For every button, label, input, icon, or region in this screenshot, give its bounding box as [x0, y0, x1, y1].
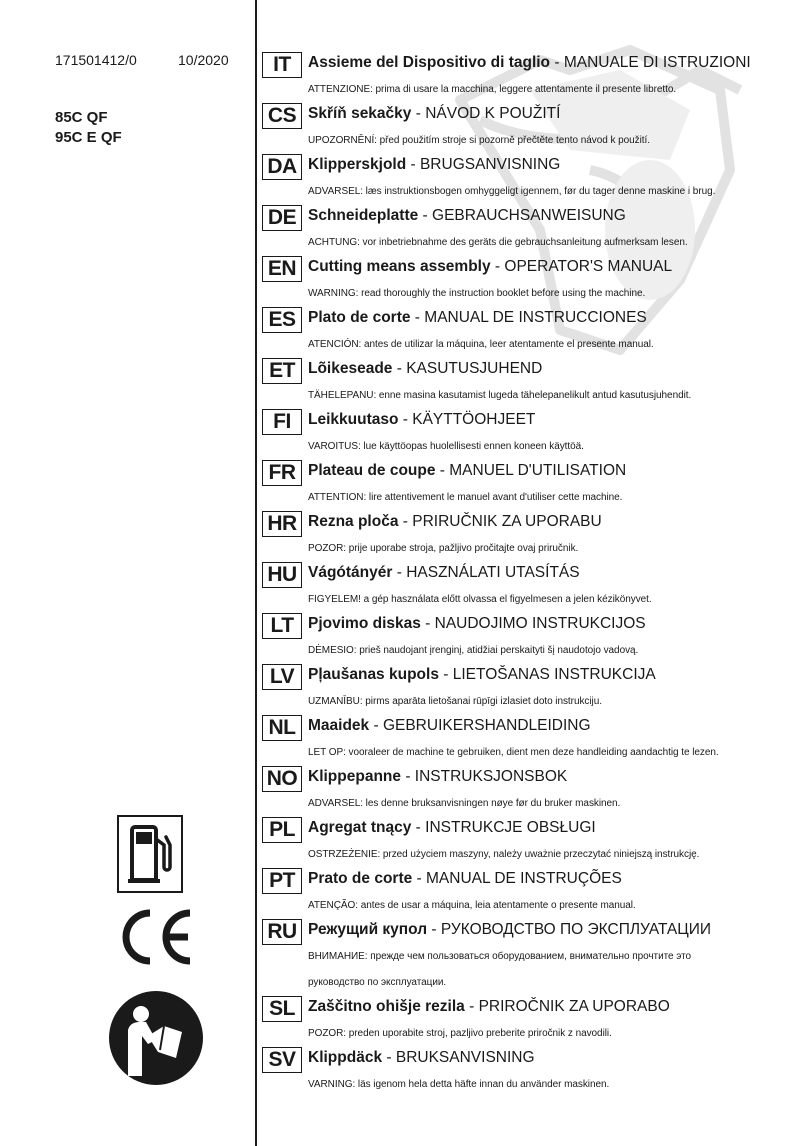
entry-title: Maaidek - GEBRUIKERSHANDLEIDING [308, 717, 591, 734]
product-name: Rezna ploča [308, 513, 399, 530]
language-entry [262, 511, 792, 562]
language-code: DE [262, 205, 302, 231]
warning-text: ADVARSEL: læs instruktionsbogen omhyggeligt igennem, før du tager denne maskine i brug. [308, 186, 716, 197]
entry-title: Cutting means assembly - OPERATOR'S MANUAL [308, 258, 673, 275]
language-entry [262, 919, 792, 996]
manual-type: PRIROČNIK ZA UPORABO [478, 998, 670, 1015]
manual-type: INSTRUKSJONSBOK [414, 768, 568, 785]
language-code: NL [262, 715, 302, 741]
product-name: Schneideplatte [308, 207, 419, 224]
language-code: ET [262, 358, 302, 384]
language-entry [262, 409, 792, 460]
manual-type: GEBRAUCHSANWEISUNG [432, 207, 626, 224]
manual-type: BRUKSANVISNING [395, 1049, 535, 1066]
language-entry [262, 205, 792, 256]
language-entry [262, 613, 792, 664]
entry-title: Assieme del Dispositivo di taglio - MANUALE DI ISTRUZIONI [308, 54, 751, 71]
language-entry [262, 996, 792, 1047]
language-entry [262, 307, 792, 358]
language-code: SL [262, 996, 302, 1022]
product-name: Skříň sekačky [308, 105, 412, 122]
entry-title: Klippdäck - BRUKSANVISNING [308, 1049, 535, 1066]
warning-text: OSTRZEŻENIE: przed użyciem maszyny, należy uważnie przeczytać niniejszą instrukcję. [308, 849, 700, 860]
manual-type: РУКОВОДСТВО ПО ЭКСПЛУАТАЦИИ [440, 921, 711, 938]
entry-title: Plateau de coupe - MANUEL D'UTILISATION [308, 462, 627, 479]
language-entry [262, 1047, 792, 1098]
language-entry [262, 817, 792, 868]
warning-text: POZOR: prije uporabe stroja, pažljivo pročitajte ovaj priručnik. [308, 543, 579, 554]
language-code: LV [262, 664, 302, 690]
warning-text: UPOZORNĚNÍ: před použitím stroje si pozorně přečtěte tento návod k použití. [308, 135, 650, 146]
entry-title: Vágótányér - HASZNÁLATI UTASÍTÁS [308, 564, 580, 581]
manual-type: INSTRUKCJE OBSŁUGI [425, 819, 596, 836]
language-code: ES [262, 307, 302, 333]
warning-text: WARNING: read thoroughly the instruction booklet before using the machine. [308, 288, 646, 299]
warning-text: VAROITUS: lue käyttöopas huolellisesti ennen koneen käyttöä. [308, 441, 584, 452]
manual-type: HASZNÁLATI UTASÍTÁS [406, 564, 580, 581]
entry-title: Schneideplatte - GEBRAUCHSANWEISUNG [308, 207, 626, 224]
language-entry [262, 715, 792, 766]
warning-text: ВНИМАНИЕ: прежде чем пользоваться оборудованием, внимательно прочтите это руководство по эксплуатации. [308, 951, 692, 988]
language-code: CS [262, 103, 302, 129]
entry-title: Lõikeseade - KASUTUSJUHEND [308, 360, 543, 377]
entry-title: Pļaušanas kupols - LIETOŠANAS INSTRUKCIJA [308, 666, 656, 683]
language-entry [262, 868, 792, 919]
language-code: NO [262, 766, 302, 792]
product-name: Leikkuutaso [308, 411, 399, 428]
product-name: Plato de corte [308, 309, 411, 326]
warning-text: ACHTUNG: vor inbetriebnahme des geräts die gebrauchsanleitung aufmerksam lesen. [308, 237, 688, 248]
product-name: Agregat tnący [308, 819, 412, 836]
language-entry [262, 460, 792, 511]
entry-title: Klippepanne - INSTRUKSJONSBOK [308, 768, 568, 785]
manual-type: MANUALE DI ISTRUZIONI [563, 54, 751, 71]
product-name: Режущий купол [308, 921, 428, 938]
manual-type: MANUAL DE INSTRUCCIONES [424, 309, 647, 326]
language-code: PL [262, 817, 302, 843]
read-manual-icon [108, 990, 204, 1086]
entry-title: Zaščitno ohišje rezila - PRIROČNIK ZA UPORABO [308, 998, 670, 1015]
warning-text: TÄHELEPANU: enne masina kasutamist lugeda tähelepanelikult antud kasutusjuhendit. [308, 390, 692, 401]
warning-text: DĖMESIO: prieš naudojant įrenginį, atidžiai perskaityti šį naudotojo vadovą. [308, 645, 639, 656]
language-code: SV [262, 1047, 302, 1073]
manual-type: PRIRUČNIK ZA UPORABU [412, 513, 602, 530]
product-name: Plateau de coupe [308, 462, 436, 479]
warning-text: FIGYELEM! a gép használata előtt olvassa el figyelmesen a jelen kézikönyvet. [308, 594, 652, 605]
ce-mark-icon [114, 905, 194, 969]
model-list [55, 108, 122, 148]
manual-type: MANUEL D'UTILISATION [449, 462, 627, 479]
document-date: 10/2020 [178, 52, 229, 68]
product-name: Prato de corte [308, 870, 413, 887]
product-name: Zaščitno ohišje rezila [308, 998, 465, 1015]
manual-type: LIETOŠANAS INSTRUKCIJA [452, 666, 656, 683]
product-name: Klipperskjold [308, 156, 407, 173]
warning-text: VARNING: läs igenom hela detta häfte innan du använder maskinen. [308, 1079, 610, 1090]
language-list [262, 52, 792, 1098]
language-entry [262, 256, 792, 307]
language-code: FR [262, 460, 302, 486]
entry-title: Skříň sekačky - NÁVOD K POUŽITÍ [308, 105, 561, 122]
language-code: DA [262, 154, 302, 180]
product-name: Klippdäck [308, 1049, 383, 1066]
manual-type: KASUTUSJUHEND [406, 360, 543, 377]
manual-type: BRUGSANVISNING [419, 156, 561, 173]
warning-text: ATENCIÓN: antes de utilizar la máquina, leer atentamente el presente manual. [308, 339, 654, 350]
language-entry [262, 154, 792, 205]
entry-title: Prato de corte - MANUAL DE INSTRUÇÕES [308, 870, 622, 887]
product-name: Pjovimo diskas [308, 615, 421, 632]
document-code: 171501412/0 [55, 52, 137, 68]
language-code: LT [262, 613, 302, 639]
language-code: PT [262, 868, 302, 894]
manual-type: NÁVOD K POUŽITÍ [425, 105, 561, 122]
language-code: HR [262, 511, 302, 537]
model-name: 85C QF [55, 109, 108, 126]
language-code: EN [262, 256, 302, 282]
manual-type: MANUAL DE INSTRUÇÕES [426, 870, 622, 887]
product-name: Assieme del Dispositivo di taglio [308, 54, 551, 71]
entry-title: Режущий купол - РУКОВОДСТВО ПО ЭКСПЛУАТАЦИИ [308, 921, 711, 938]
model-name: 95C E QF [55, 129, 122, 146]
product-name: Lõikeseade [308, 360, 393, 377]
warning-text: UZMANĪBU: pirms aparāta lietošanai rūpīgi izlasiet doto instrukciju. [308, 696, 602, 707]
language-entry [262, 52, 792, 103]
language-entry [262, 562, 792, 613]
manual-type: NAUDOJIMO INSTRUKCIJOS [434, 615, 646, 632]
product-name: Vágótányér [308, 564, 393, 581]
entry-title: Rezna ploča - PRIRUČNIK ZA UPORABU [308, 513, 602, 530]
language-code: IT [262, 52, 302, 78]
language-entry [262, 358, 792, 409]
entry-title: Agregat tnący - INSTRUKCJE OBSŁUGI [308, 819, 596, 836]
manual-type: KÄYTTÖOHJEET [412, 411, 536, 428]
manual-type: OPERATOR'S MANUAL [504, 258, 673, 275]
language-entry [262, 103, 792, 154]
warning-text: ATTENZIONE: prima di usare la macchina, leggere attentamente il presente libretto. [308, 84, 677, 95]
product-name: Pļaušanas kupols [308, 666, 439, 683]
entry-title: Pjovimo diskas - NAUDOJIMO INSTRUKCIJOS [308, 615, 646, 632]
product-name: Klippepanne [308, 768, 402, 785]
manual-type: GEBRUIKERSHANDLEIDING [382, 717, 591, 734]
entry-title: Klipperskjold - BRUGSANVISNING [308, 156, 561, 173]
warning-text: ADVARSEL: les denne bruksanvisningen nøye før du bruker maskinen. [308, 798, 621, 809]
product-name: Cutting means assembly [308, 258, 491, 275]
language-code: FI [262, 409, 302, 435]
warning-text: LET OP: vooraleer de machine te gebruiken, dient men deze handleiding aandachtig te lezen. [308, 747, 719, 758]
language-code: HU [262, 562, 302, 588]
product-name: Maaidek [308, 717, 370, 734]
fuel-pump-icon [117, 815, 183, 893]
warning-text: POZOR: preden uporabite stroj, pazljivo preberite priročnik z navodili. [308, 1028, 612, 1039]
language-entry [262, 664, 792, 715]
warning-text: ATTENTION: lire attentivement le manuel avant d'utiliser cette machine. [308, 492, 623, 503]
entry-title: Plato de corte - MANUAL DE INSTRUCCIONES [308, 309, 647, 326]
language-code: RU [262, 919, 302, 945]
language-entry [262, 766, 792, 817]
warning-text: ATENÇÃO: antes de usar a máquina, leia atentamente o presente manual. [308, 900, 636, 911]
entry-title: Leikkuutaso - KÄYTTÖOHJEET [308, 411, 536, 428]
vertical-divider [255, 0, 257, 1146]
